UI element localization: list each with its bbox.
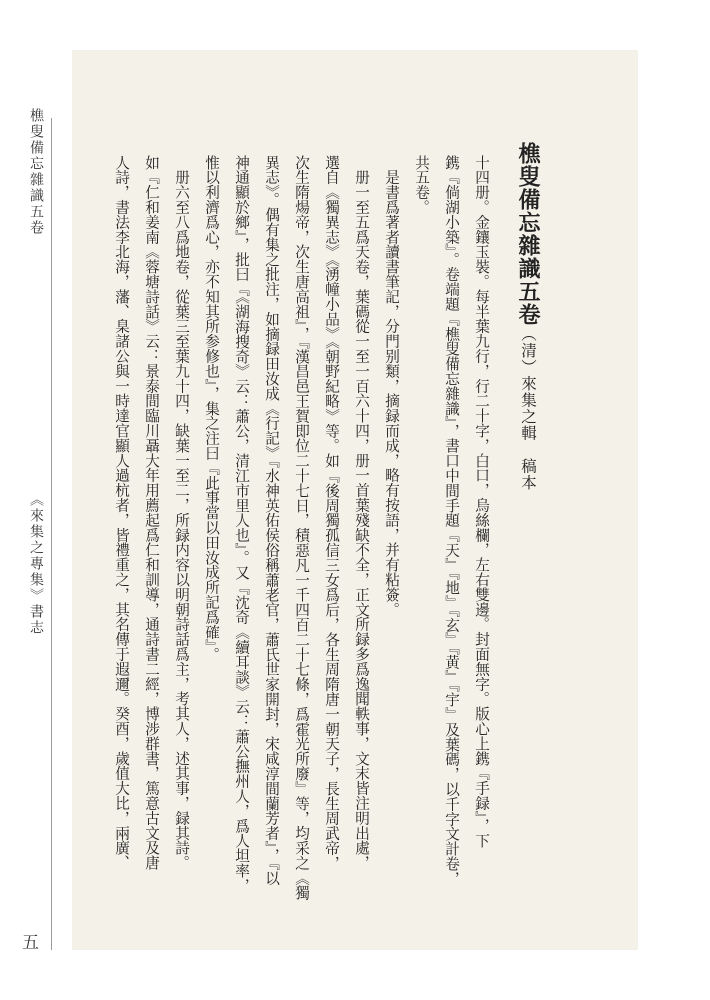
text-column: 異志》。偶有集之批注，如摘録田汝成《行記》『水神英佑侯俗稱蕭老官，蕭氏世家開封，宋咸淳間蘭芳者』，『以 [263, 155, 280, 886]
scanned-page [72, 50, 638, 950]
text-column: 人詩，書法李北海，藩、臬諸公與一時達官顯人過杭者，皆禮重之，其名傳于遐邇。癸酉，歲值大比，兩廣、 [113, 155, 130, 871]
text-column: 如『仁和姜南《蓉塘詩話》云：景泰間臨川聶大年用薦起爲仁和訓導，通詩書二經，博涉群書，篤意古文及唐 [143, 155, 160, 871]
text-column: 共五卷。 [413, 155, 430, 215]
entry-title [512, 142, 544, 602]
text-column: 册一至五爲天卷，葉碼從一至一百六十四，册一首葉殘缺不全，正文所録多爲逸聞軼事，文末皆注明出處， [353, 155, 370, 871]
text-column: 十四册。金鑲玉裝。每半葉九行，行二十字，白口，烏絲欄，左右雙邊。封面無字。版心上鎸『手録』，下 [473, 155, 490, 848]
text-column: 册六至八爲地卷，從葉三至葉九十四，缺葉一至二，所録内容以明朝詩話爲主，考其人，述其事，録其詩。 [173, 155, 190, 871]
running-head: 樵叟備忘雜識五卷 [28, 108, 44, 236]
text-column: 惟以利濟爲心，亦不知其所参修也』，集之注曰『此事當以田汝成所記爲確』。 [203, 155, 220, 662]
text-column: 是書爲著者讀書筆記，分門别類，摘録而成，略有按語，并有粘簽。 [383, 155, 400, 617]
page-number: 五 [22, 933, 39, 953]
running-foot: 《來集之專集》書志 [28, 492, 44, 636]
margin-rule [51, 118, 52, 950]
text-column: 次生隋煬帝，次生唐高祖』，『漢昌邑王賀即位二十七日，積惡凡一千四百二十七條，爲霍光所廢』等，均采之《獨 [293, 155, 310, 901]
text-column: 鎸『倘湖小築』。卷端題『樵叟備忘雜識』，書口中間手題『天』『地』『玄』『黄』『宇』及葉碼，以千字文計卷， [443, 155, 460, 886]
book-meta: （清）來集之輯 稿本 [519, 326, 537, 491]
text-column: 神通顯於鄉』，批曰『《湖海搜奇》云：蕭公，清江市里人也』。又『沈奇《續耳談》云：蕭公撫州人，爲人坦率， [233, 155, 250, 893]
text-column: 選自《獨異志》《湧幢小品》《朝野紀略》等。如『後周獨孤信三女爲后，各生周隋唐一朝天子，長生周武帝， [323, 155, 340, 871]
book-title: 樵叟備忘雜識五卷 [515, 142, 541, 326]
